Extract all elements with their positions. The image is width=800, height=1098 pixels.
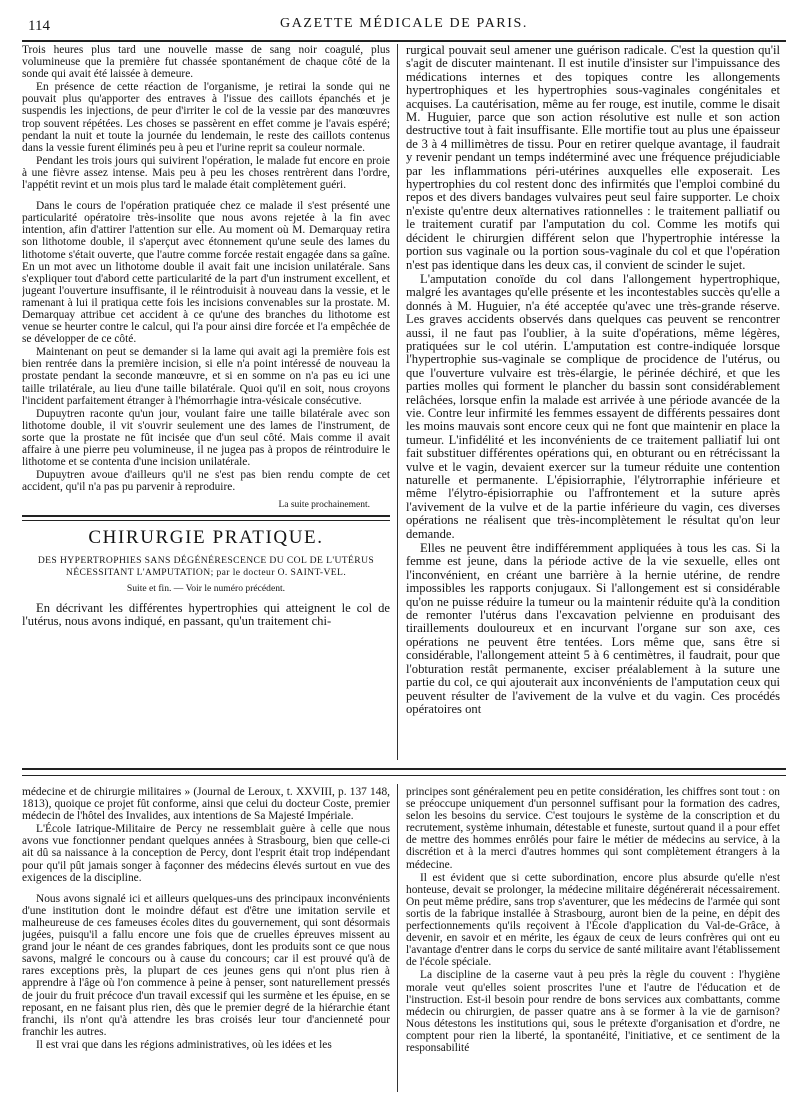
top-left-column	[22, 44, 390, 756]
paragraph: L'amputation conoïde du col dans l'allongement hypertrophique, malgré les avantages qu'elle présente et les incontestables succès qu'elle a donnés à M. Huguier, n'a été acceptée qu'avec une très-grande réserve. Les graves accidents observés dans quelques cas peuvent se rencontrer aussi, il ne faut pas l'oublier, à la suite d'opérations, même légères, pratiquées sur le col utérin. L'amputation est contre-indiquée lorsque l'hypertrophie sus-vaginale se complique de procidence de l'utérus, ou que l'ouverture vulvaire est très-élargie, le périnée déchiré, et que les parties molles qui forment le plancher du bassin sont considérablement relâchées, lorsque enfin la malade est arrivée à une période avancée de la vie. Contre leur infirmité les femmes essayent de différents pessaires dont les moins mauvais sont encore ceux qui ne font que maintenir en place la tumeur. L'infidélité et les inconvénients de ce traitement palliatif lui ont fait substituer différentes opérations qui, en obturant ou en rétrécissant la vulve et le vagin, devaient exercer sur la tumeur réduite une contention naturelle et permanente. L'épisiorraphie, l'élytrorraphie inférieure et même l'élytro-épisiorraphie ou l'affrontement et la suture après l'avivement de la vulve et de la partie inférieure du vagin, ces diverses opérations ne réalisent que très-incomplètement le résultat qu'on leur demande.	[406, 271, 780, 541]
paragraph: L'École Iatrique-Militaire de Percy ne ressemblait guère à celle que nous avons vue fonctionner pendant quelques années à Strasbourg, bien que celle-ci ait dû sa naissance à la conception de Percy, dont l'esprit était trop indépendant pour qu'il pût jamais songer à façonner des médecins élevés surtout en vue des exigences de la discipline.	[22, 823, 390, 884]
paragraph: rurgical pouvait seul amener une guérison radicale. C'est la question qu'il s'agit de discuter maintenant. Il est inutile d'insister sur l'impuissance des médications internes et des topiques contre les allongements hypertrophiques et les hypertrophies sous-vaginales congénitales et acquises. La cautérisation, même au fer rouge, est inutile, comme le disait M. Huguier, parce que son action résolutive est nulle et son action destructive tout à fait insuffisante. Elle mortifie tout au plus une épaisseur de 3 à 4 millimètres de tissu. Pour en retirer quelque avantage, il faudrait y revenir pendant un temps indéterminé avec une fréquence préjudiciable par les inflammations péri-utérines auxquelles elle exposerait. Les hypertrophies du col restent donc des infirmités que l'emploi combiné du repos et des divers bandages vulvaires peut seul faire supporter. Le choix n'existe qu'entre deux alternatives rationnelles : le traitement palliatif ou le traitement curatif par l'amputation du col. Comme les motifs qui décident le chirurgien différent selon que l'hypertrophie intéresse la portion sus vaginale ou la portion sous-vaginale du col et que l'opération n'est pas identique dans les deux cas, il convient de scinder le sujet.	[406, 44, 780, 272]
article-heading: DES HYPERTROPHIES SANS DÉGÉNÉRESCENCE DU COL DE L'UTÉRUS NÉCESSITANT L'AMPUTATION; par le docteur O. SAINT-VEL.	[37, 555, 375, 579]
paragraph: En décrivant les différentes hypertrophies qui atteignent le col de l'utérus, nous avons indiqué, en passant, qu'un traitement chi-	[22, 600, 390, 628]
paragraph: Elles ne peuvent être indifféremment appliquées à tous les cas. Si la femme est jeune, dans la période active de la vie sexuelle, elles ont l'inconvénient, en créant une barrière à la hernie utérine, de rendre impossibles les rapports conjugaux. Si l'allongement est si considérable qu'on ne puisse réduire la tumeur ou la maintenir réduite qu'à la condition de remonter l'utérus dans l'excavation pelvienne en produisant des tiraillements douloureux et en incurvant l'organe sur son axe, ces opérations ne peuvent être tentées. Lors même que, sans être si considérable, l'allongement atteint 5 à 6 centimètres, il faudrait, pour que l'obturation restât permanente, exciser préalablement à la suture une partie du col, ce qui ajouterait aux inconvénients de l'amputation ceux qui peuvent résulter de l'avivement de la vulve et du vagin. Ces procédés opératoires ont	[406, 541, 780, 716]
paragraph: Il est vrai que dans les régions administratives, où les idées et les	[36, 1038, 332, 1051]
paragraph: Dans le cours de l'opération pratiquée chez ce malade il s'est présenté une particularité opératoire très-insolite que nous avons rejetée à la fin avec intention, afin d'attirer l'attention sur elle. Au moment où M. Demarquay retira son lithotome double, il s'aperçut avec étonnement qu'une seule des lames du lithotome s'était ouverte, que l'autre comme forcée restait engagée dans sa gaîne. En un mot avec un lithotome double il avait fait une incision unilatérale. Sans s'expliquer tout d'abord cette particularité de la part d'un instrument excellent, et jugeant l'ouverture insuffisante, il le réintroduisit à nouveau dans la vessie, et le ramenant à lui il pratiqua cette fois les incisions convenables sur la prostate. M. Demarquay attribue cet accident à ce qu'une des branches du lithotome est venue se heurter contre le calcul, qui l'a pour ainsi dire forcée et l'a empêchée de se développer de ce côté.	[22, 200, 390, 346]
paragraph: Nous avons signalé ici et ailleurs quelques-uns des principaux inconvénients d'une institution dont le moindre défaut est d'être une imitation servile et malheureuse de ces fameuses écoles dites du gouvernement, qui sont désormais jugées, puisqu'il a fallu encore une fois que de cruelles épreuves missent au grand jour le néant de ces grandes fabriques, dont les produits sont ce que nous savons, malgré le concours ou à cause du concours; car il est prouvé qu'à de rares exceptions près, la plupart de ces jeunes gens qui n'ont plus rien à apprendre à l'âge où l'on commence à peine à penser, sont naturellement pressés de jouir du fruit précoce d'un travail excessif qui les surmène et les épuise, en se reposant, en ne faisant plus rien, dès que le premier degré de la hiérarchie étant franchi, ils n'ont qu'à attendre les bras croisés leur tour d'ancienneté pour franchir les autres.	[22, 892, 390, 1038]
journal-title: GAZETTE MÉDICALE DE PARIS.	[280, 16, 528, 31]
page-header	[22, 14, 786, 42]
column-rule	[397, 44, 398, 760]
bottom-right-column	[406, 786, 780, 1092]
column-rule	[397, 784, 398, 1092]
bottom-left-column	[22, 786, 390, 1092]
section-rule	[22, 515, 390, 521]
paragraph: La discipline de la caserne vaut à peu près la règle du couvent : l'hygiène morale veut qu'elles soient proscrites l'une et l'autre de l'éducation et de l'instruction. Est-il besoin pour rendre de bons services aux combattants, comme médecin ou chirurgien, de passer quatre ans à se former à la vie de garnison? Nous détestons les institutions qui, sous le prétexte d'organisation et d'ordre, ne comptent pour rien la liberté, la spontanéité, l'initiative, et ce sentiment de la responsabilité	[406, 969, 780, 1054]
paragraph: Il est évident que si cette subordination, encore plus absurde qu'elle n'est honteuse, devait se prolonger, la médecine militaire dégénérerait nécessairement. On peut même prédire, sans trop s'aventurer, que les médecins de l'armée qui sont sortis de la fabrique installée à Strasbourg, auront bien de la peine, en dépit des perfectionnements qu'ils reçoivent à l'École d'application du Val-de-Grâce, à devenir, en savoir et en mérite, les égaux de ceux de leurs confrères qui ont eu l'avantage d'entrer dans le corps du service de santé militaire avant l'établissement de l'école spéciale.	[406, 871, 780, 969]
paragraph: Trois heures plus tard une nouvelle masse de sang noir coagulé, plus volumineuse que la première fut chassée spontanément de chaque côté de la sonde qui avait été laissée à demeure.	[22, 44, 390, 81]
paragraph: Pendant les trois jours qui suivirent l'opération, le malade fut encore en proie à une fièvre assez intense. Mais peu à peu les choses rentrèrent dans l'ordre, l'appétit revint et un mois plus tard le malade était complètement guéri.	[22, 154, 390, 192]
paragraph: Dupuytren avoue d'ailleurs qu'il ne s'est pas bien rendu compte de cet accident, qu'il n'a pas pu parvenir à reproduire.	[22, 469, 390, 494]
section-divider	[22, 768, 786, 776]
top-right-column	[406, 44, 780, 756]
paragraph: Maintenant on peut se demander si la lame qui avait agi la première fois est bien rentrée dans la première incision, si elle n'a point intéressé de nouveau la prostate pendant la seconde manœuvre, et si en somme on n'a pas eu ici une taille trilatérale, au lieu d'une taille bilatérale. Quoi qu'il en soit, nous croyons l'incident parfaitement étranger à l'hémorrhagie intra-vésicale consécutive.	[22, 346, 390, 407]
paragraph: principes sont généralement peu en petite considération, les chiffres sont tout : on se préoccupe uniquement d'un personnel suffisant pour la formation des cadres, selon les besoins du service. C'est toujours le système de la conscription et du recrutement, système inhumain, détestable et funeste, surtout quand il a pour effet de mettre des hommes enrôlés pour faire le métier de médecins au service, à la discrétion et à la merci d'autres hommes qui sont complètement étrangers à la médecine.	[406, 786, 780, 871]
section-title: CHIRURGIE PRATIQUE.	[88, 527, 324, 549]
continuation-note: La suite prochainement.	[278, 500, 370, 511]
paragraph: Dupuytren raconte qu'un jour, voulant faire une taille bilatérale avec son lithotome double, il vit s'ouvrir seulement une des lames de l'instrument, de sorte que la prostate ne fût incisée que d'un seul côté. Mais comme il avait affaire à une pierre peu volumineuse, il ne jugea pas à propos de réintroduire le lithotome et se contenta d'une incision unilatérale.	[22, 407, 390, 469]
paragraph: En présence de cette réaction de l'organisme, je retirai la sonde qui ne pouvait plus qu'apporter des entraves à l'issue des caillots épanchés et je suspendis les injections, de peur d'irriter le col de la vessie par des manœuvres trop souvent répétées. Les choses se passèrent en effet comme je l'avais espéré; pendant la nuit et toute la journée du lendemain, le reste des caillots contenus dans la vessie furent éliminés peu à peu et l'urine reprit sa couleur normale.	[22, 81, 390, 154]
paragraph: médecine et de chirurgie militaires » (Journal de Leroux, t. XXVIII, p. 137 148, 1813), quoique ce projet fût conforme, ainsi que celui du docteur Coste, premier médecin de l'hôtel des Invalides, aux intentions de Sa Majesté Impériale.	[22, 786, 390, 823]
article-continuation-line: Suite et fin. — Voir le numéro précédent.	[126, 583, 286, 595]
page-number: 114	[28, 18, 50, 34]
